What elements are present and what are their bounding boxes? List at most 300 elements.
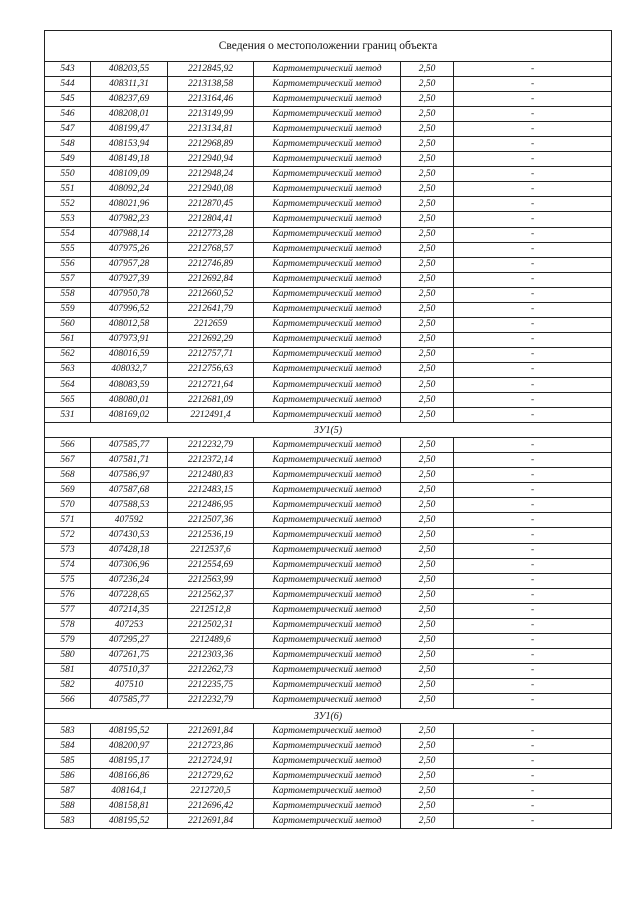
method: Картометрический метод <box>254 408 401 423</box>
accuracy: 2,50 <box>401 453 454 468</box>
table-row <box>45 257 612 272</box>
description: - <box>454 483 612 498</box>
point-number: 577 <box>45 603 91 618</box>
method: Картометрический метод <box>254 197 401 212</box>
description: - <box>454 769 612 784</box>
x-coordinate: 408164,1 <box>91 784 168 799</box>
accuracy: 2,50 <box>401 302 454 317</box>
point-number: 573 <box>45 543 91 558</box>
method: Картометрический метод <box>254 558 401 573</box>
x-coordinate: 408149,18 <box>91 152 168 167</box>
accuracy: 2,50 <box>401 739 454 754</box>
y-coordinate: 2212729,62 <box>168 769 254 784</box>
method: Картометрический метод <box>254 468 401 483</box>
point-number: 576 <box>45 588 91 603</box>
method: Картометрический метод <box>254 362 401 377</box>
y-coordinate: 2212720,5 <box>168 784 254 799</box>
description: - <box>454 122 612 137</box>
description: - <box>454 408 612 423</box>
description: - <box>454 573 612 588</box>
description: - <box>454 603 612 618</box>
y-coordinate: 2212641,79 <box>168 302 254 317</box>
method: Картометрический метод <box>254 603 401 618</box>
y-coordinate: 2212968,89 <box>168 137 254 152</box>
accuracy: 2,50 <box>401 212 454 227</box>
x-coordinate: 408199,47 <box>91 122 168 137</box>
accuracy: 2,50 <box>401 167 454 182</box>
description: - <box>454 739 612 754</box>
y-coordinate: 2212691,84 <box>168 724 254 739</box>
description: - <box>454 678 612 693</box>
method: Картометрический метод <box>254 739 401 754</box>
method: Картометрический метод <box>254 483 401 498</box>
accuracy: 2,50 <box>401 197 454 212</box>
y-coordinate: 2212507,36 <box>168 513 254 528</box>
point-number: 583 <box>45 814 91 829</box>
x-coordinate: 407430,53 <box>91 528 168 543</box>
x-coordinate: 407927,39 <box>91 272 168 287</box>
method: Картометрический метод <box>254 438 401 453</box>
description: - <box>454 107 612 122</box>
description: - <box>454 77 612 92</box>
table-row <box>45 678 612 693</box>
method: Картометрический метод <box>254 618 401 633</box>
description: - <box>454 453 612 468</box>
y-coordinate: 2212502,31 <box>168 618 254 633</box>
x-coordinate: 407592 <box>91 513 168 528</box>
description: - <box>454 212 612 227</box>
x-coordinate: 407982,23 <box>91 212 168 227</box>
table-row <box>45 107 612 122</box>
table-row <box>45 453 612 468</box>
x-coordinate: 407510,37 <box>91 663 168 678</box>
table-row <box>45 332 612 347</box>
x-coordinate: 407585,77 <box>91 438 168 453</box>
point-number: 570 <box>45 498 91 513</box>
x-coordinate: 407214,35 <box>91 603 168 618</box>
x-coordinate: 408200,97 <box>91 739 168 754</box>
x-coordinate: 407975,26 <box>91 242 168 257</box>
x-coordinate: 408032,7 <box>91 362 168 377</box>
y-coordinate: 2212537,6 <box>168 543 254 558</box>
description: - <box>454 754 612 769</box>
x-coordinate: 408158,81 <box>91 799 168 814</box>
x-coordinate: 408237,69 <box>91 92 168 107</box>
method: Картометрический метод <box>254 182 401 197</box>
table-row <box>45 573 612 588</box>
point-number: 569 <box>45 483 91 498</box>
method: Картометрический метод <box>254 543 401 558</box>
y-coordinate: 2213138,58 <box>168 77 254 92</box>
y-coordinate: 2212691,84 <box>168 814 254 829</box>
description: - <box>454 287 612 302</box>
y-coordinate: 2212486,95 <box>168 498 254 513</box>
accuracy: 2,50 <box>401 513 454 528</box>
x-coordinate: 408195,17 <box>91 754 168 769</box>
description: - <box>454 347 612 362</box>
table-row <box>45 152 612 167</box>
method: Картометрический метод <box>254 347 401 362</box>
point-number: 555 <box>45 242 91 257</box>
method: Картометрический метод <box>254 287 401 302</box>
x-coordinate: 408109,09 <box>91 167 168 182</box>
point-number: 566 <box>45 693 91 708</box>
accuracy: 2,50 <box>401 152 454 167</box>
table-row <box>45 528 612 543</box>
accuracy: 2,50 <box>401 814 454 829</box>
y-coordinate: 2212563,99 <box>168 573 254 588</box>
method: Картометрический метод <box>254 648 401 663</box>
y-coordinate: 2212232,79 <box>168 693 254 708</box>
y-coordinate: 2212232,79 <box>168 438 254 453</box>
x-coordinate: 407588,53 <box>91 498 168 513</box>
method: Картометрический метод <box>254 377 401 392</box>
method: Картометрический метод <box>254 242 401 257</box>
y-coordinate: 2212235,75 <box>168 678 254 693</box>
accuracy: 2,50 <box>401 633 454 648</box>
accuracy: 2,50 <box>401 107 454 122</box>
y-coordinate: 2212692,29 <box>168 332 254 347</box>
x-coordinate: 407585,77 <box>91 693 168 708</box>
point-number: 547 <box>45 122 91 137</box>
description: - <box>454 648 612 663</box>
point-number: 554 <box>45 227 91 242</box>
description: - <box>454 92 612 107</box>
method: Картометрический метод <box>254 799 401 814</box>
point-number: 574 <box>45 558 91 573</box>
x-coordinate: 408021,96 <box>91 197 168 212</box>
x-coordinate: 407988,14 <box>91 227 168 242</box>
y-coordinate: 2212562,37 <box>168 588 254 603</box>
table-row <box>45 362 612 377</box>
y-coordinate: 2212480,83 <box>168 468 254 483</box>
description: - <box>454 332 612 347</box>
accuracy: 2,50 <box>401 784 454 799</box>
x-coordinate: 407253 <box>91 618 168 633</box>
accuracy: 2,50 <box>401 182 454 197</box>
table-row <box>45 377 612 392</box>
x-coordinate: 407973,91 <box>91 332 168 347</box>
y-coordinate: 2212773,28 <box>168 227 254 242</box>
x-coordinate: 407950,78 <box>91 287 168 302</box>
description: - <box>454 513 612 528</box>
point-number: 580 <box>45 648 91 663</box>
table-row <box>45 137 612 152</box>
method: Картометрический метод <box>254 393 401 408</box>
point-number: 551 <box>45 182 91 197</box>
accuracy: 2,50 <box>401 724 454 739</box>
table-row <box>45 227 612 242</box>
x-coordinate: 407261,75 <box>91 648 168 663</box>
y-coordinate: 2212692,84 <box>168 272 254 287</box>
description: - <box>454 302 612 317</box>
description: - <box>454 543 612 558</box>
description: - <box>454 724 612 739</box>
method: Картометрический метод <box>254 769 401 784</box>
x-coordinate: 407586,97 <box>91 468 168 483</box>
point-number: 546 <box>45 107 91 122</box>
accuracy: 2,50 <box>401 558 454 573</box>
description: - <box>454 197 612 212</box>
table-row <box>45 62 612 77</box>
y-coordinate: 2212536,19 <box>168 528 254 543</box>
method: Картометрический метод <box>254 227 401 242</box>
description: - <box>454 784 612 799</box>
description: - <box>454 227 612 242</box>
point-number: 564 <box>45 377 91 392</box>
x-coordinate: 407295,27 <box>91 633 168 648</box>
description: - <box>454 242 612 257</box>
point-number: 566 <box>45 438 91 453</box>
table-row <box>45 408 612 423</box>
y-coordinate: 2212512,8 <box>168 603 254 618</box>
table-row <box>45 588 612 603</box>
method: Картометрический метод <box>254 152 401 167</box>
table-title-row <box>45 31 612 62</box>
description: - <box>454 377 612 392</box>
accuracy: 2,50 <box>401 618 454 633</box>
point-number: 586 <box>45 769 91 784</box>
accuracy: 2,50 <box>401 362 454 377</box>
description: - <box>454 317 612 332</box>
method: Картометрический метод <box>254 317 401 332</box>
x-coordinate: 408080,01 <box>91 393 168 408</box>
method: Картометрический метод <box>254 588 401 603</box>
accuracy: 2,50 <box>401 137 454 152</box>
table-row <box>45 242 612 257</box>
description: - <box>454 62 612 77</box>
x-coordinate: 407996,52 <box>91 302 168 317</box>
point-number: 545 <box>45 92 91 107</box>
description: - <box>454 618 612 633</box>
point-number: 578 <box>45 618 91 633</box>
y-coordinate: 2212845,92 <box>168 62 254 77</box>
x-coordinate: 407957,28 <box>91 257 168 272</box>
y-coordinate: 2212940,08 <box>168 182 254 197</box>
description: - <box>454 362 612 377</box>
accuracy: 2,50 <box>401 408 454 423</box>
table-row <box>45 438 612 453</box>
method: Картометрический метод <box>254 332 401 347</box>
x-coordinate: 407587,68 <box>91 483 168 498</box>
description: - <box>454 468 612 483</box>
point-number: 549 <box>45 152 91 167</box>
method: Картометрический метод <box>254 167 401 182</box>
accuracy: 2,50 <box>401 317 454 332</box>
description: - <box>454 498 612 513</box>
point-number: 565 <box>45 393 91 408</box>
x-coordinate: 407306,96 <box>91 558 168 573</box>
accuracy: 2,50 <box>401 272 454 287</box>
point-number: 579 <box>45 633 91 648</box>
method: Картометрический метод <box>254 573 401 588</box>
method: Картометрический метод <box>254 814 401 829</box>
accuracy: 2,50 <box>401 287 454 302</box>
accuracy: 2,50 <box>401 663 454 678</box>
y-coordinate: 2212303,36 <box>168 648 254 663</box>
accuracy: 2,50 <box>401 769 454 784</box>
table-row <box>45 633 612 648</box>
point-number: 543 <box>45 62 91 77</box>
accuracy: 2,50 <box>401 468 454 483</box>
description: - <box>454 663 612 678</box>
x-coordinate: 408195,52 <box>91 724 168 739</box>
accuracy: 2,50 <box>401 693 454 708</box>
description: - <box>454 182 612 197</box>
x-coordinate: 408012,58 <box>91 317 168 332</box>
y-coordinate: 2212757,71 <box>168 347 254 362</box>
table-row <box>45 799 612 814</box>
table-row <box>45 558 612 573</box>
table-row <box>45 603 612 618</box>
description: - <box>454 393 612 408</box>
table-row <box>45 498 612 513</box>
section-heading-row <box>45 709 612 724</box>
x-coordinate: 407581,71 <box>91 453 168 468</box>
description: - <box>454 693 612 708</box>
accuracy: 2,50 <box>401 393 454 408</box>
table-row <box>45 287 612 302</box>
method: Картометрический метод <box>254 212 401 227</box>
method: Картометрический метод <box>254 528 401 543</box>
description: - <box>454 799 612 814</box>
point-number: 553 <box>45 212 91 227</box>
method: Картометрический метод <box>254 724 401 739</box>
method: Картометрический метод <box>254 754 401 769</box>
description: - <box>454 814 612 829</box>
description: - <box>454 438 612 453</box>
point-number: 568 <box>45 468 91 483</box>
y-coordinate: 2212372,14 <box>168 453 254 468</box>
section-heading: ЗУ1(5) <box>45 423 612 438</box>
table-row <box>45 663 612 678</box>
point-number: 556 <box>45 257 91 272</box>
x-coordinate: 408195,52 <box>91 814 168 829</box>
point-number: 560 <box>45 317 91 332</box>
y-coordinate: 2212746,89 <box>168 257 254 272</box>
y-coordinate: 2212660,52 <box>168 287 254 302</box>
table-row <box>45 197 612 212</box>
y-coordinate: 2212723,86 <box>168 739 254 754</box>
accuracy: 2,50 <box>401 588 454 603</box>
x-coordinate: 407236,24 <box>91 573 168 588</box>
y-coordinate: 2212262,73 <box>168 663 254 678</box>
point-number: 550 <box>45 167 91 182</box>
table-row <box>45 212 612 227</box>
method: Картометрический метод <box>254 693 401 708</box>
x-coordinate: 408208,01 <box>91 107 168 122</box>
table-row <box>45 272 612 287</box>
accuracy: 2,50 <box>401 754 454 769</box>
x-coordinate: 408092,24 <box>91 182 168 197</box>
table-row <box>45 77 612 92</box>
description: - <box>454 152 612 167</box>
table-row <box>45 754 612 769</box>
accuracy: 2,50 <box>401 528 454 543</box>
description: - <box>454 528 612 543</box>
method: Картометрический метод <box>254 513 401 528</box>
table-row <box>45 513 612 528</box>
method: Картометрический метод <box>254 663 401 678</box>
table-row <box>45 769 612 784</box>
y-coordinate: 2212489,6 <box>168 633 254 648</box>
accuracy: 2,50 <box>401 799 454 814</box>
method: Картометрический метод <box>254 633 401 648</box>
accuracy: 2,50 <box>401 377 454 392</box>
accuracy: 2,50 <box>401 678 454 693</box>
table-row <box>45 814 612 829</box>
description: - <box>454 167 612 182</box>
x-coordinate: 408016,59 <box>91 347 168 362</box>
accuracy: 2,50 <box>401 227 454 242</box>
y-coordinate: 2212491,4 <box>168 408 254 423</box>
accuracy: 2,50 <box>401 332 454 347</box>
y-coordinate: 2212940,94 <box>168 152 254 167</box>
accuracy: 2,50 <box>401 648 454 663</box>
x-coordinate: 408169,02 <box>91 408 168 423</box>
table-row <box>45 618 612 633</box>
table-row <box>45 182 612 197</box>
y-coordinate: 2212721,64 <box>168 377 254 392</box>
description: - <box>454 588 612 603</box>
method: Картометрический метод <box>254 62 401 77</box>
y-coordinate: 2212870,45 <box>168 197 254 212</box>
point-number: 557 <box>45 272 91 287</box>
table-row <box>45 92 612 107</box>
point-number: 588 <box>45 799 91 814</box>
point-number: 584 <box>45 739 91 754</box>
method: Картометрический метод <box>254 107 401 122</box>
x-coordinate: 408203,55 <box>91 62 168 77</box>
y-coordinate: 2212768,57 <box>168 242 254 257</box>
table-row <box>45 483 612 498</box>
y-coordinate: 2212696,42 <box>168 799 254 814</box>
table-title: Сведения о местоположении границ объекта <box>45 31 612 62</box>
method: Картометрический метод <box>254 122 401 137</box>
accuracy: 2,50 <box>401 438 454 453</box>
y-coordinate: 2213134,81 <box>168 122 254 137</box>
table-row <box>45 543 612 558</box>
description: - <box>454 633 612 648</box>
x-coordinate: 407228,65 <box>91 588 168 603</box>
x-coordinate: 407428,18 <box>91 543 168 558</box>
description: - <box>454 272 612 287</box>
accuracy: 2,50 <box>401 483 454 498</box>
table-row <box>45 648 612 663</box>
method: Картометрический метод <box>254 453 401 468</box>
point-number: 572 <box>45 528 91 543</box>
point-number: 562 <box>45 347 91 362</box>
method: Картометрический метод <box>254 92 401 107</box>
x-coordinate: 407510 <box>91 678 168 693</box>
description: - <box>454 137 612 152</box>
y-coordinate: 2212659 <box>168 317 254 332</box>
table-row <box>45 347 612 362</box>
table-row <box>45 393 612 408</box>
section-heading: ЗУ1(6) <box>45 709 612 724</box>
section-heading-row <box>45 423 612 438</box>
accuracy: 2,50 <box>401 77 454 92</box>
point-number: 548 <box>45 137 91 152</box>
accuracy: 2,50 <box>401 257 454 272</box>
accuracy: 2,50 <box>401 242 454 257</box>
point-number: 558 <box>45 287 91 302</box>
x-coordinate: 408153,94 <box>91 137 168 152</box>
accuracy: 2,50 <box>401 92 454 107</box>
accuracy: 2,50 <box>401 498 454 513</box>
y-coordinate: 2212804,41 <box>168 212 254 227</box>
description: - <box>454 558 612 573</box>
